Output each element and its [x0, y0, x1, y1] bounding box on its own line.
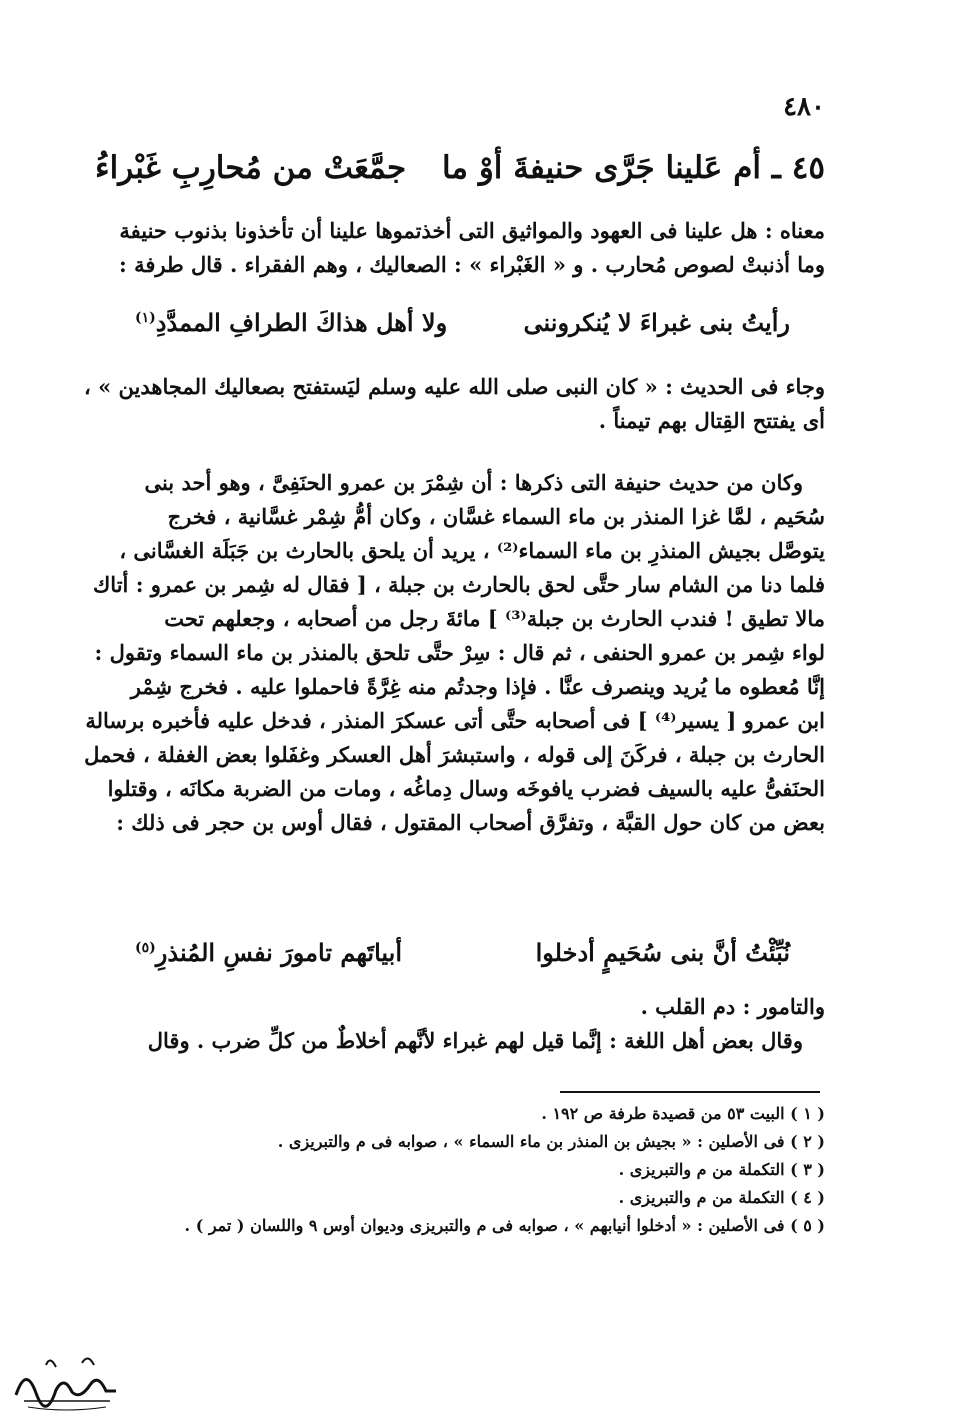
page-number: ٤٨٠	[783, 92, 825, 122]
footnote: ( ١ ) البيت ٥٣ من قصيدة طرفة ص ١٩٢ .	[541, 1104, 825, 1123]
poem-hemistich-right: رأيتُ بنى غبراءَ لا يُنكروننى	[523, 308, 790, 337]
footnote: ( ٥ ) فى الأصلين : « أدخلوا أنيابهم » ، صوابه فى م والتبريزى وديوان أوس ٩ واللسان ( تمر ) .	[184, 1216, 825, 1235]
footnote: ( ٤ ) التكملة من م والتبريزى .	[618, 1188, 825, 1207]
verse-hemistich-left: جمَّعَتْ من مُحارِبِ غَبْراءُ	[95, 150, 407, 186]
poem-hemistich-left: ولا أهل هذاكَ الطرافِ الممدَّدِ$^{(١)}$	[135, 308, 448, 337]
story-line: الحنَفىُّ عليه بالسيف فضرب يافوخَه وسال دِماغُه ، ومات من الضربة مكانَه ، وقتلوا	[107, 776, 825, 801]
closing-line: والتامور : دم القلب .	[640, 994, 825, 1019]
story-line: يتوصَّل بجيش المنذرِ بن ماء السماء⁽²⁾ ، يريد أن يلحق بالحارث بن جَبَلَة الغسَّانى ،	[119, 538, 825, 563]
closing-line: وقال بعض أهل اللغة : إنَّما قيل لهم غبراء لأنَّهم أخلاطٌ من كلِّ ضرب . وقال	[147, 1028, 803, 1053]
hadith-line: أى يفتتح القِتال بهم تيمناً .	[598, 408, 825, 433]
footnote-ref: (٥)	[135, 940, 156, 956]
poem-verse-tarafa	[135, 308, 790, 337]
hadith-block	[78, 370, 825, 438]
poem-hemistich-right: نُبِّئْتُ أنَّ بنى سُحَيمٍ أدخلوا	[535, 938, 790, 967]
poem-verse-aws	[135, 938, 790, 967]
story-line: وكان من حديث حنيفة التى ذكرها : أن شِمْرَ بن عمرو الحنَفِىَّ ، وهو أحد بنى	[144, 470, 803, 495]
story-line: فلما دنا من الشام سار حتَّى لحق بالحارث بن جبلة ، [ فقال له شِمر بن عمرو : أتاك	[93, 572, 825, 597]
poem-hemistich-left: أبياتَهم تامورَ نفسِ المُنذرِ$^{(٥)}$	[135, 938, 403, 967]
verse-hemistich-right: ٤٥ ـ أم عَلينا جَرَّى حنيفةَ أوْ ما	[441, 150, 825, 186]
story-line: بعض من كان حول القبَّة ، وتفرَّق أصحاب المقتول ، فقال أوس بن حجر فى ذلك :	[116, 810, 825, 835]
footnotes	[100, 1100, 825, 1240]
footnote-divider	[560, 1091, 820, 1093]
story-block	[78, 466, 825, 840]
story-line: لواء شِمر بن عمرو الحنفى ، ثم قال : سِرْ حتَّى تلحق بالمنذر بن ماء السماء وتقول :	[94, 640, 825, 665]
story-line: سُحَيم ، لمَّا غزا المنذر بن ماء السماء غسَّان ، وكان أمُّ شِمْر غسَّانية ، فخرج	[167, 504, 825, 529]
footnote: ( ٢ ) فى الأصلين : « بجيش بن المنذر بن ماء السماء » ، صوابه فى م والتبريزى .	[277, 1132, 825, 1151]
commentary-block	[78, 214, 825, 282]
commentary-line: وما أذنبتْ لصوص مُحارب . و « الغَبْراء » : الصعاليك ، وهم الفقراء . قال طرفة :	[119, 252, 825, 277]
verse-heading	[95, 150, 825, 186]
footnote-ref: (١)	[135, 310, 156, 326]
calligraphy-logo-icon	[6, 1345, 126, 1415]
footnote: ( ٣ ) التكملة من م والتبريزى .	[618, 1160, 825, 1179]
hadith-line: وجاء فى الحديث : « كان النبى صلى الله عليه وسلم ليَستفتح بصعاليك المجاهدين » ،	[84, 374, 825, 399]
story-line: مالا تطيق ! فندب الحارث بن جبلة⁽³⁾ ] مائةَ رجل من أصحابه ، وجعلهم تحت	[164, 606, 825, 631]
story-line: إنَّا مُعطوه ما يُريد وينصرف عنَّا . فإذا وجدتُم منه غِرَّةً فاحملوا عليه . فخرج شِمْر	[130, 674, 825, 699]
story-line: الحارث بن جبلة ، فركَنَ إلى قوله ، واستبشرَ أهل العسكر وغفَلوا بعض الغفلة ، فحمل	[84, 742, 825, 767]
story-line: ابن عمرو [ يسير⁽⁴⁾ ] فى أصحابه حتَّى أتى عسكرَ المنذر ، فدخل عليه فأخبره برسالة	[85, 708, 825, 733]
commentary-line: معناه : هل علينا فى العهود والمواثيق التى أخذتموها علينا أن تأخذونا بذنوب حنيفة	[119, 218, 825, 243]
closing-block	[78, 990, 825, 1058]
